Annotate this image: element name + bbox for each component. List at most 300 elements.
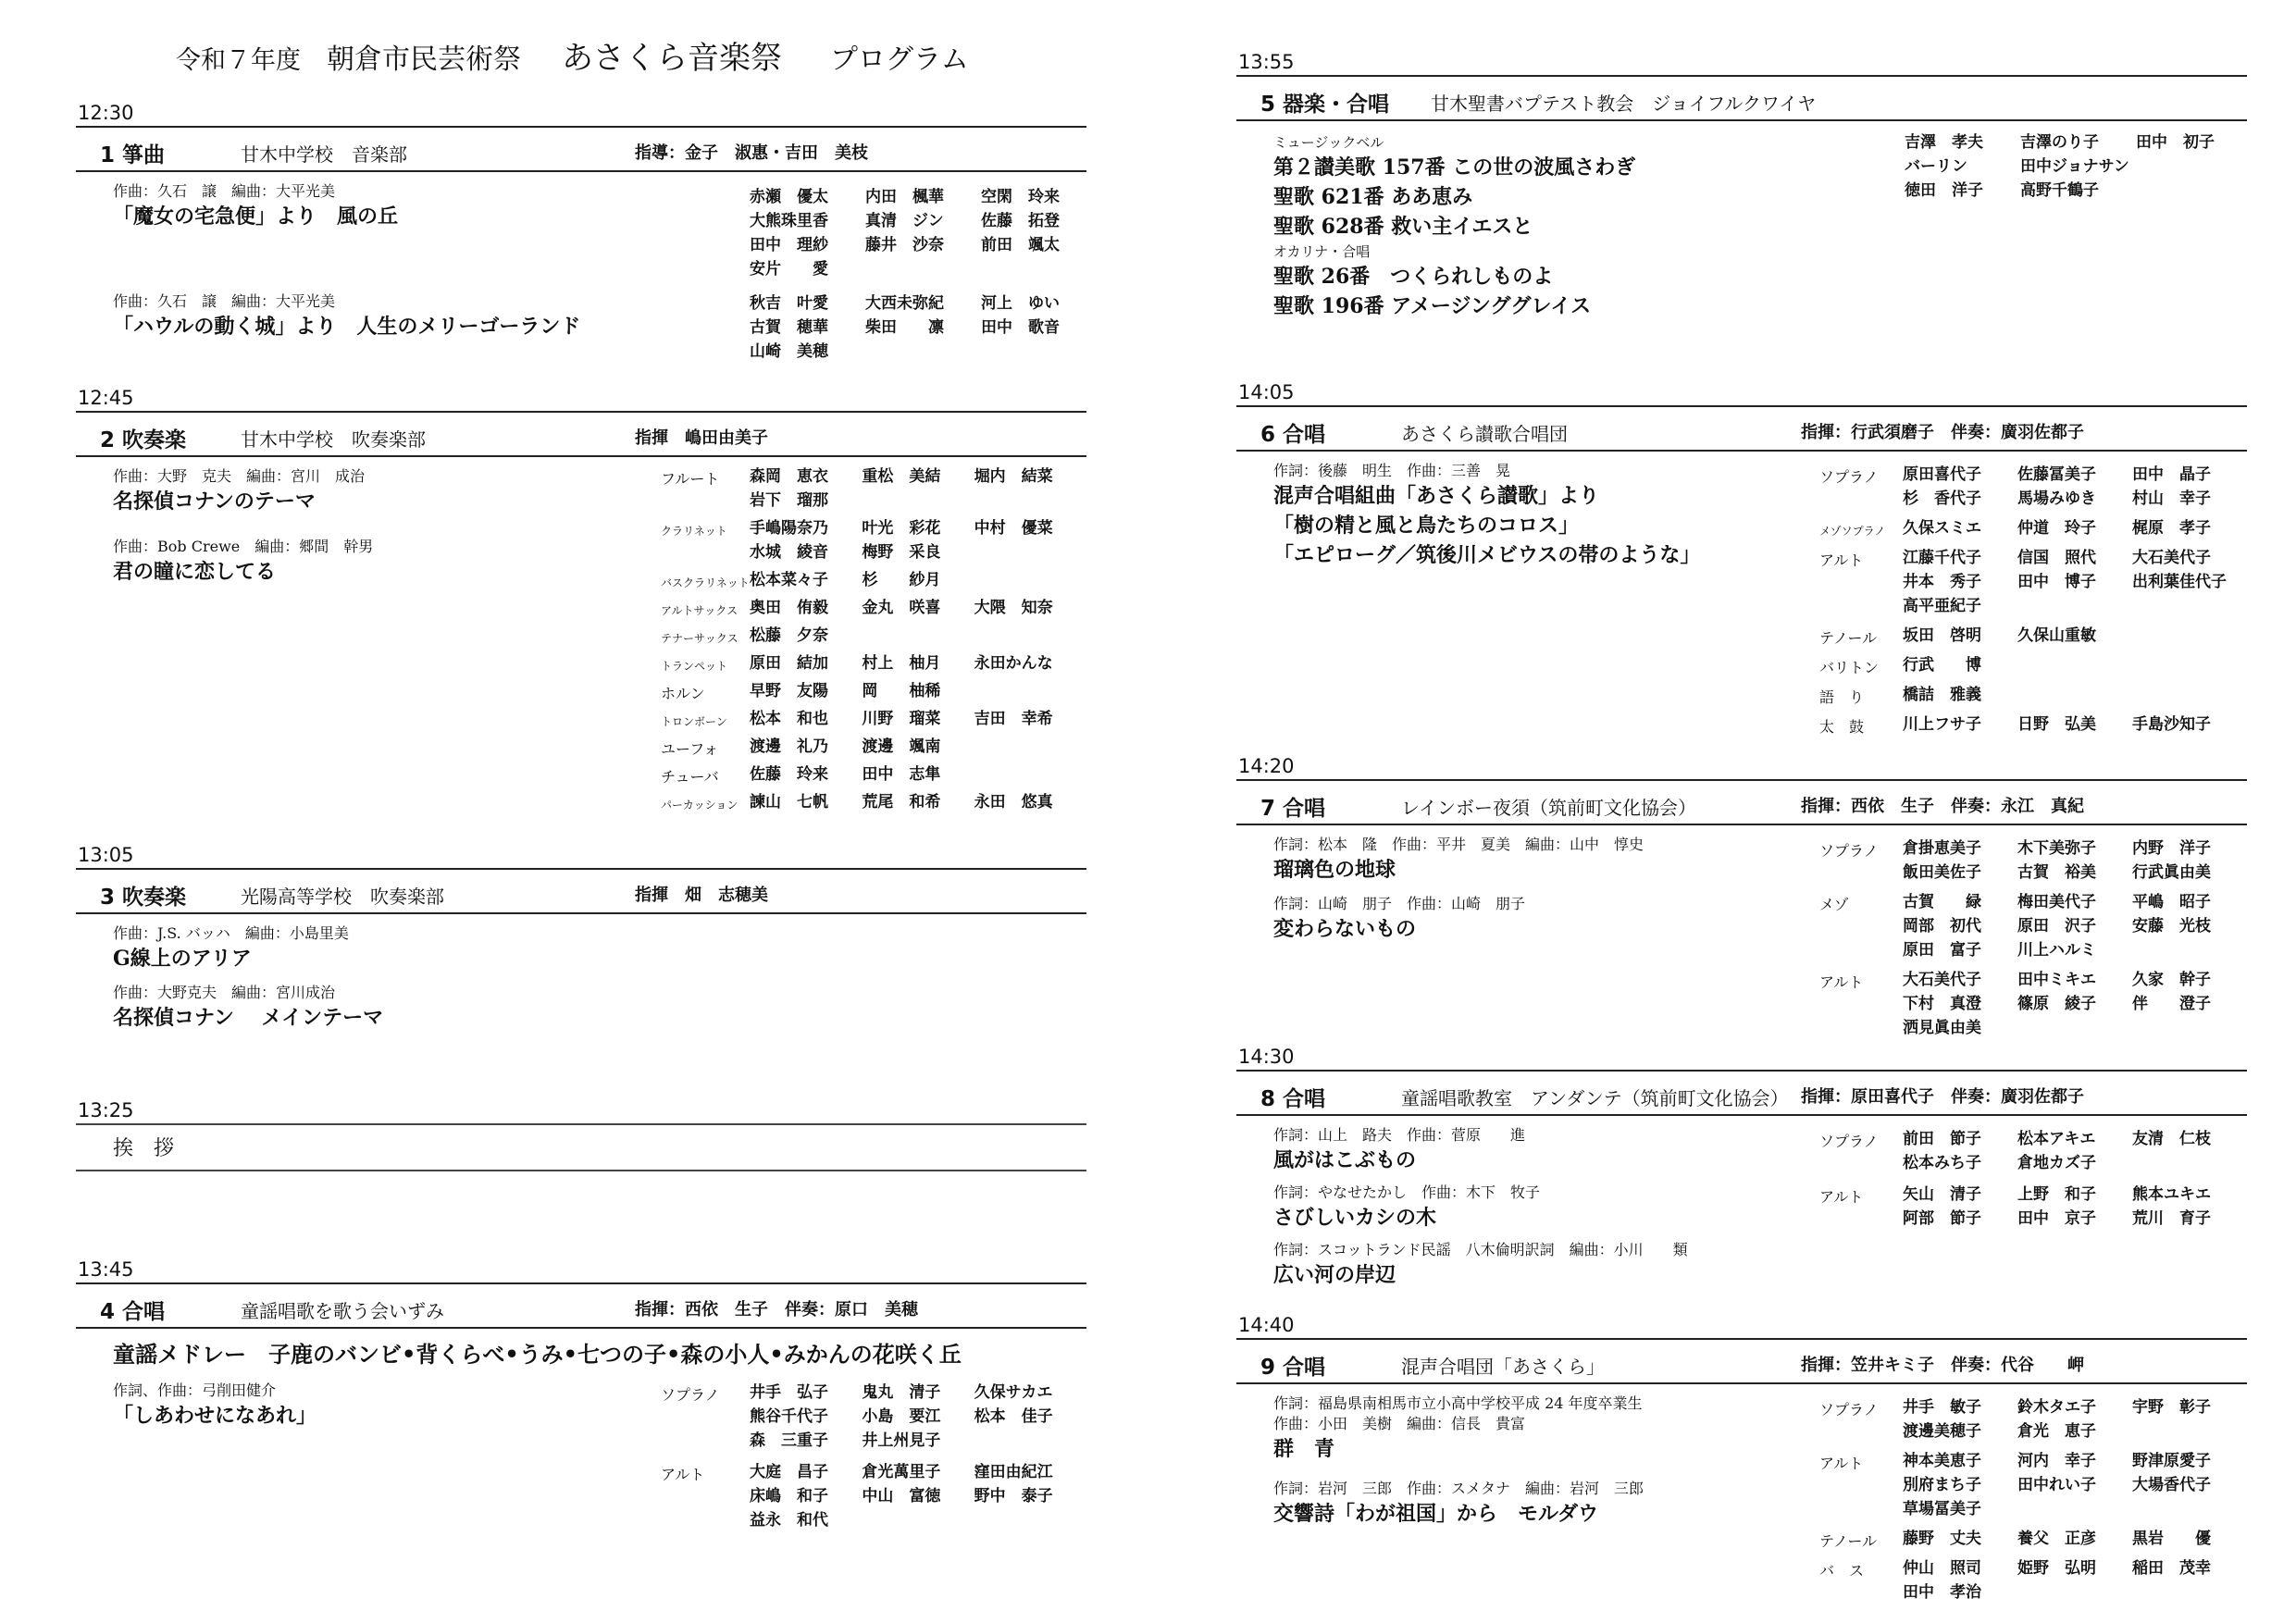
member-name: 梶原 孝子 [2132,519,2211,538]
roster-part [1819,1395,2247,1443]
piece-title: 広い河の岸辺 [1273,1263,1396,1287]
member-name: 洒見眞由美 [1903,1019,1981,1037]
member-name: 坂田 啓明 [1903,626,1981,645]
member-name: 空閑 玲来 [981,188,1060,206]
member-name: 柴田 凛 [865,318,944,337]
roster-part [661,735,1086,759]
member-name: 前田 颯太 [981,236,1060,254]
member-row [750,340,1097,364]
member-name: 友清 仁枝 [2132,1130,2211,1148]
roster-part [1819,1183,2247,1231]
member-name [862,1508,974,1532]
member-name [2132,1016,2247,1040]
conductor: 指導：金子 淑惠・吉田 美枝 [635,143,868,163]
member-row [750,209,1097,233]
member-roster [1819,1127,2247,1238]
member-name: 上野 和子 [2017,1185,2096,1204]
roster-part [1819,1449,2247,1521]
section-header [1236,75,2247,121]
roster-part [661,596,1086,620]
piece-2 [1273,1183,1540,1233]
member-name: 仲道 玲子 [2017,519,2096,538]
conductor: 指揮：笠井キミ子 伴奏：代谷 岬 [1801,1356,2084,1375]
member-name [2132,683,2247,707]
piece-credit: 作詞：やなせたかし 作曲：木下 牧子 [1273,1183,1541,1201]
member-name: 佐藤冨美子 [2017,465,2096,484]
member-name: 松藤 夕奈 [750,626,828,645]
member-name: 大場香代子 [2132,1476,2211,1494]
conductor: 指揮：西依 生子 伴奏：原口 美穂 [635,1300,918,1319]
member-roster [750,291,1097,364]
piece-title: 童謡メドレー 子鹿のバンビ•背くらべ•うみ•七つの子•森の小人•みかんの花咲く丘 [113,1341,962,1368]
member-row [1903,1207,2247,1231]
part-label: アルト [1819,973,1864,991]
section-number: 2 吹奏楽 [100,428,187,452]
member-name: 信国 照代 [2017,549,2096,567]
part-label: ソプラノ [1819,1133,1879,1150]
part-label: ユーフォ [661,740,719,758]
piece-title: 「樹の精と風と鳥たちのコロス」 [1273,514,1580,538]
member-row [1903,683,2247,707]
title-event: あさくら音楽祭 [562,40,782,77]
member-row [1903,570,2247,594]
member-name [2132,594,2247,618]
roster-part [1819,683,2247,707]
member-name: 水城 綾音 [750,543,828,562]
member-roster [750,185,1097,281]
member-name: 荒川 育子 [2132,1209,2211,1228]
section-header [1236,1338,2247,1384]
member-roster [1819,1395,2247,1610]
part-label: 語 り [1819,688,1865,706]
time-label: 12:45 [78,387,134,409]
member-name [974,1429,1086,1453]
member-name: 古賀 緑 [1903,893,1981,911]
member-name: 大庭 昌子 [750,1463,828,1481]
piece-credit: 作詞：岩河 三郎 作曲：スメタナ 編曲：岩河 三郎 [1273,1480,1644,1497]
member-name: 川上フサ子 [1903,715,1981,734]
member-name: 神本美恵子 [1903,1452,1981,1470]
piece-title: 第２讃美歌 157番 この世の波風さわぎ [1273,155,1636,180]
member-row [750,233,1097,257]
piece-title: 混声合唱組曲「あさくら讃歌」より [1273,484,1600,508]
member-name: 井本 秀子 [1903,573,1981,591]
time-label: 14:30 [1238,1046,1295,1068]
member-name [2017,653,2132,677]
member-name: 河上 ゆい [981,294,1060,313]
member-name: 原田 富子 [1903,941,1981,960]
part-label: アルト [1819,1188,1864,1206]
member-name: 伴 澄子 [2132,995,2211,1013]
member-roster [1905,130,2252,203]
member-name: 永田かんな [974,654,1053,673]
piece-2 [1273,1479,1644,1529]
part-label: パーカッション [661,799,738,812]
member-name: 田中ミキエ [2017,971,2096,989]
divider [76,1170,1086,1171]
member-row [750,1381,1086,1405]
member-name: 江藤千代子 [1903,549,1981,567]
member-row [1903,1016,2247,1040]
member-row [750,735,1086,759]
member-row [1903,1183,2247,1207]
member-name: 小島 要江 [862,1407,941,1426]
part-label: アルト [1819,1455,1864,1472]
member-name: 山崎 美穂 [750,342,828,361]
member-row [1903,1556,2247,1580]
section-number: 7 合唱 [1260,797,1326,821]
roster-part [661,1381,1086,1453]
member-row [750,762,1086,787]
member-name: 重松 美結 [862,467,941,486]
member-name [2017,683,2132,707]
member-name: 松本みち子 [1903,1154,1981,1172]
member-name: 久家 幹子 [2132,971,2211,989]
performer-name: 混声合唱団「あさくら」 [1401,1356,1605,1378]
piece-credit: 作曲：大野克夫 編曲：宮川成治 [113,984,336,1001]
member-name: 久保山重敏 [2017,626,2096,645]
piece-title: 君の瞳に恋してる [113,560,277,584]
member-row [750,489,1086,513]
performer-name: 童謡唱歌を歌う会いずみ [241,1300,444,1322]
member-name [2132,938,2247,962]
member-row [1905,130,2252,155]
member-row [1903,1395,2247,1419]
section-header [1236,405,2247,452]
member-name: 原田喜代子 [1903,465,1981,484]
member-name: 秋吉 叶愛 [750,294,828,313]
member-name: 松本 和也 [750,710,828,728]
member-name: 橋詰 雅義 [1903,686,1981,704]
member-row [750,516,1086,540]
title-festival: 朝倉市民芸術祭 [327,43,521,76]
member-name: 村山 幸子 [2132,489,2211,508]
member-name: 井手 敏子 [1903,1398,1981,1417]
part-label: メゾ [1819,896,1849,913]
member-name [2132,1151,2247,1175]
part-label: テノール [1819,629,1878,647]
member-name: 河内 幸子 [2017,1452,2096,1470]
piece-title: 変わらないもの [1273,917,1417,941]
member-row [750,465,1086,489]
member-row [750,185,1097,209]
member-name: 宇野 彰子 [2132,1398,2211,1417]
member-name: 渡邊 礼乃 [750,737,828,756]
member-row [1903,594,2247,618]
performer-name: 童謡唱歌教室 アンダンテ（筑前町文化協会） [1401,1087,1789,1109]
member-name: 倉光 恵子 [2017,1422,2096,1441]
part-label: トロンボーン [661,715,727,728]
member-name: 床嶋 和子 [750,1487,828,1505]
member-name: 大石美代子 [1903,971,1981,989]
member-name [862,624,974,648]
member-name [2017,594,2132,618]
section-header [76,126,1086,172]
member-row [1903,1473,2247,1497]
member-name: 行武眞由美 [2132,863,2211,882]
member-name [2017,1497,2132,1521]
member-name: 田中ジョナサン [2020,157,2129,176]
member-name: 奥田 侑毅 [750,599,828,617]
part-label: ホルン [661,685,705,702]
performer-name: あさくら讃歌合唱団 [1401,423,1568,445]
member-name: 手島沙知子 [2132,715,2211,734]
member-name [974,1508,1086,1532]
time-label: 14:20 [1238,755,1295,777]
part-label: メゾソプラノ [1819,525,1886,538]
part-label: 太 鼓 [1819,718,1865,736]
member-name: 窪田由紀江 [974,1463,1053,1481]
member-name [974,762,1086,787]
section-header [76,1282,1086,1329]
section-header [1236,1070,2247,1116]
member-row [1903,1497,2247,1521]
title-program: プログラム [830,43,969,76]
member-name: 金丸 咲喜 [862,599,941,617]
member-row [750,1484,1086,1508]
piece-credit: 作詞：松本 隆 作曲：平井 夏美 編曲：山中 惇史 [1273,836,1644,853]
member-name: 井上州見子 [862,1431,941,1450]
member-name: 藤井 沙奈 [865,236,944,254]
member-row [750,651,1086,675]
member-row [750,679,1086,703]
member-name: 養父 正彦 [2017,1530,2096,1548]
member-row [1903,1419,2247,1443]
member-name: 松本菜々子 [750,571,828,589]
member-name: 高野千鶴子 [2020,181,2099,200]
member-name: 野津原愛子 [2132,1452,2211,1470]
member-name: 行武 博 [1903,656,1981,675]
member-name: 永田 悠真 [974,793,1053,812]
piece-credit: 作曲：Bob Crewe 編曲：郷間 幹男 [113,538,374,555]
conductor: 指揮 畑 志穂美 [635,886,768,905]
time-label: 14:05 [1238,381,1295,403]
piece-credit: 作詞：山上 路夫 作曲：菅原 進 [1273,1126,1526,1144]
piece-title: 瑠璃色の地球 [1273,858,1396,882]
part-label: バ ス [1819,1562,1865,1580]
section-number: 6 合唱 [1260,423,1326,447]
member-name: 真清 ジン [865,212,944,230]
member-name: 梅野 采良 [862,543,941,562]
piece-title: 名探偵コナン メインテーマ [113,1006,384,1030]
member-name [862,489,974,513]
roster-part [661,624,1086,648]
piece-2 [113,983,383,1033]
member-row [1903,463,2247,487]
part-label: ソプラノ [1819,1401,1879,1419]
piece-1 [113,466,365,516]
member-name: 杉 紗月 [862,571,941,589]
member-row [1903,653,2247,677]
member-name: 野中 泰子 [974,1487,1053,1505]
section-number: 1 箏曲 [100,143,166,167]
member-name: 稲田 茂幸 [2132,1559,2211,1578]
member-name: 矢山 清子 [1903,1185,1981,1204]
member-name: 大隈 知奈 [974,599,1053,617]
member-name [2132,624,2247,648]
roster-part [661,516,1086,564]
member-name: 赤瀬 優太 [750,188,828,206]
member-name: 叶光 彩花 [862,519,941,538]
piece-title: 交響詩「わが祖国」から モルダウ [1273,1502,1599,1526]
member-name: 渡邊 颯南 [862,737,941,756]
member-name: 吉澤 孝夫 [1905,133,1983,152]
time-label: 13:05 [78,844,134,866]
member-name: 内野 洋子 [2132,839,2211,858]
member-name: 岡部 初代 [1903,917,1981,935]
member-name: 大石美代子 [2132,549,2211,567]
member-name: 日野 弘美 [2017,715,2096,734]
member-name: 田中 京子 [2017,1209,2096,1228]
member-name: 中村 優菜 [974,519,1053,538]
roster-part [661,1460,1086,1532]
member-name: 原田 結加 [750,654,828,673]
member-name [2132,1419,2247,1443]
piece-title: G線上のアリア [113,947,252,971]
piece-credit: 作詞：スコットランド民謡 八木倫明訳詞 編曲：小川 類 [1273,1241,1688,1258]
time-label: 13:25 [78,1099,134,1121]
member-name: 篠原 綾子 [2017,995,2096,1013]
member-name: 益永 和代 [750,1511,828,1530]
member-row [1903,487,2247,511]
member-name: 田中 志隼 [862,765,941,784]
member-name: 安片 愛 [750,260,828,279]
member-name [2132,1580,2247,1604]
section-number: 3 吹奏楽 [100,886,187,910]
member-name: 井手 弘子 [750,1383,828,1402]
member-row [750,1429,1086,1453]
piece-2 [113,537,373,587]
member-name: 古賀 裕美 [2017,863,2096,882]
member-name: 田中 歌音 [981,318,1060,337]
member-row [1903,624,2247,648]
member-name: 安藤 光枝 [2132,917,2211,935]
member-row [750,257,1097,281]
member-name: 川上ハルミ [2017,941,2096,960]
member-name: 黒岩 優 [2132,1530,2211,1548]
part-label: アルト [1819,551,1864,569]
piece-2 [1273,894,1525,944]
member-row [750,316,1097,340]
member-name: 熊谷千代子 [750,1407,828,1426]
part-label: テノール [1819,1532,1878,1550]
member-row [1903,1151,2247,1175]
member-name: 阿部 節子 [1903,1209,1981,1228]
performer-name: 甘木聖書バプテスト教会 ジョイフルクワイヤ [1431,93,1817,115]
piece-title: 聖歌 26番 つくられしものよ [1273,265,1554,289]
member-name: 鬼丸 清子 [862,1383,941,1402]
time-label: 14:40 [1238,1314,1295,1336]
member-name [2132,1497,2247,1521]
divider [76,1123,1086,1125]
member-name: 木下美弥子 [2017,839,2096,858]
member-row [1903,1527,2247,1551]
part-label: バスクラリネット [661,576,750,589]
member-name: 田中 理紗 [750,236,828,254]
piece-credit: 作曲：大野 克夫 編曲：宮川 成治 [113,467,366,485]
member-row [750,790,1086,814]
member-name: 吉田 幸希 [974,710,1053,728]
piece-1 [113,1381,316,1431]
piece-credit: 作曲：小田 美樹 編曲：信長 貴富 [1273,1415,1526,1432]
member-row [1903,968,2247,992]
part-label: アルト [661,1466,705,1483]
piece-credit: 作曲：J.S. バッハ 編曲：小島里美 [113,924,349,942]
roster-part [661,707,1086,731]
piece-title: 「しあわせになあれ」 [113,1404,317,1428]
member-name: 村上 柚月 [862,654,941,673]
member-name: 杉 香代子 [1903,489,1981,508]
member-row [750,624,1086,648]
greeting-label: 挨 拶 [113,1137,175,1160]
piece-credit: 作詞：山崎 朋子 作曲：山崎 朋子 [1273,895,1526,912]
member-row [750,568,1086,592]
member-row [1903,1127,2247,1151]
piece-credit: 作曲：久石 譲 編曲：大平光美 [113,292,336,310]
member-name: 佐藤 拓登 [981,212,1060,230]
piece-1 [1273,835,1644,885]
member-name: 森 三重子 [750,1431,828,1450]
member-name: 中山 富徳 [862,1487,941,1505]
member-row [750,291,1097,316]
roster-part [1819,624,2247,648]
member-row [1905,179,2252,203]
member-name: 大熊珠里香 [750,212,828,230]
member-roster [661,465,1086,818]
performer-name: 甘木中学校 音楽部 [241,143,407,166]
member-name: 熊本ユキエ [2132,1185,2211,1204]
member-name [974,540,1086,564]
member-row [750,707,1086,731]
roster-part [661,568,1086,592]
member-name: 久保サカエ [974,1383,1053,1402]
member-name: 手嶋陽奈乃 [750,519,828,538]
piece-title: 聖歌 196番 アメージンググレイス [1273,294,1592,318]
member-name: 田中 初子 [2136,133,2215,152]
piece-title: 名探偵コナンのテーマ [113,489,316,514]
member-name: 倉光萬里子 [862,1463,941,1481]
piece-title: 「エピローグ／筑後川メビウスの帯のような」 [1273,543,1701,567]
piece-title: 聖歌 628番 救い主イエスと [1273,215,1533,239]
roster-part [1819,463,2247,511]
member-roster [1819,836,2247,1046]
roster-part [1819,836,2247,885]
conductor: 指揮：西依 生子 伴奏：永江 真紀 [1801,797,2084,816]
roster-part [1819,890,2247,962]
member-name: 梅田美代子 [2017,893,2096,911]
part-label: トランペット [661,660,728,673]
member-row [750,1460,1086,1484]
roster-part [1819,1127,2247,1175]
part-label: アルトサックス [661,604,738,617]
member-row [1903,712,2247,737]
member-row [1903,890,2247,914]
member-roster [1819,463,2247,742]
section-header [76,411,1086,457]
member-row [750,540,1086,564]
performer-name: 甘木中学校 吹奏楽部 [241,428,426,451]
part-label: チューバ [661,768,719,786]
piece-title: 聖歌 621番 ああ恵み [1273,185,1473,209]
part-label: テナーサックス [661,632,738,645]
piece-1 [1273,1394,1643,1464]
member-name: 下村 真澄 [1903,995,1981,1013]
member-row [1903,992,2247,1016]
member-name: 草場冨美子 [1903,1500,1981,1518]
piece-1 [1273,461,1700,570]
member-name [2132,653,2247,677]
performer-name: レインボー夜須（筑前町文化協会） [1401,797,1696,819]
